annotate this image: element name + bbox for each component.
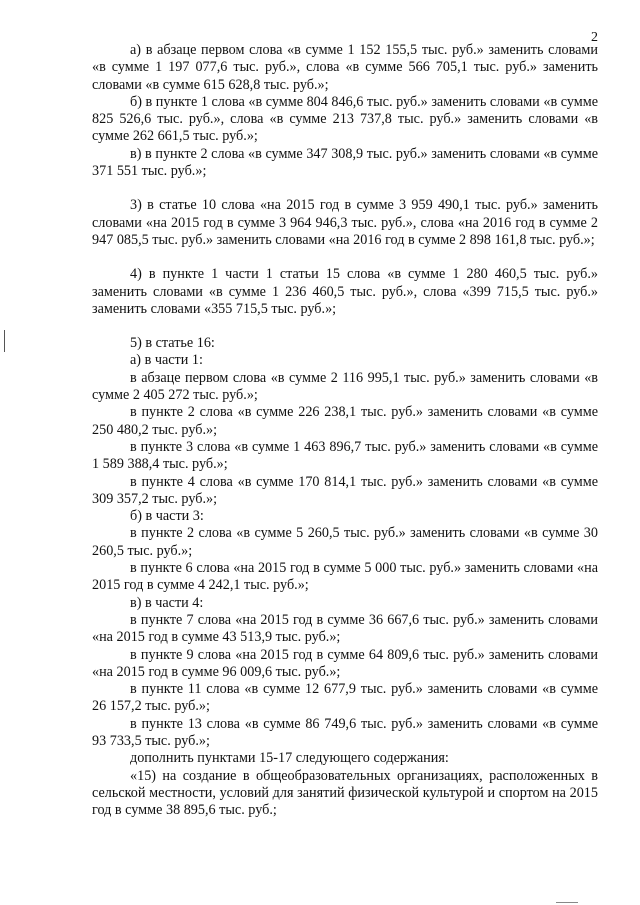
paragraph-2c: в) в пункте 2 слова «в сумме 347 308,9 тыс. руб.» заменить словами «в сумме 371 551 тыс. руб.»; <box>92 145 598 180</box>
paragraph-2a: а) в абзаце первом слова «в сумме 1 152 155,5 тыс. руб.» заменить словами «в сумме 1 197 077,6 тыс. руб.», слова «в сумме 566 705,1 тыс. руб.» заменить словами «в сумме 615 628,8 тыс. руб.»; <box>92 42 598 93</box>
paragraph-5b-p6: в пункте 6 слова «на 2015 год в сумме 5 000 тыс. руб.» заменить словами «на 2015 год в сумме 4 242,1 тыс. руб.»; <box>92 560 598 594</box>
paragraph-5a: а) в части 1: <box>130 352 203 369</box>
bottom-mark <box>556 902 578 903</box>
paragraph-item-15: «15) на создание в общеобразовательных организациях, расположенных в сельской местности, условий для занятий физической культурой и спортом на 2015 год в сумме 38 895,6 тыс. руб.; <box>92 767 598 819</box>
paragraph-5c-p13: в пункте 13 слова «в сумме 86 749,6 тыс. руб.» заменить словами «в сумме 93 733,5 тыс. руб.»; <box>92 715 598 749</box>
margin-mark <box>4 330 5 352</box>
paragraph-5b: б) в части 3: <box>130 508 204 525</box>
paragraph-5c-p9: в пункте 9 слова «на 2015 год в сумме 64 809,6 тыс. руб.» заменить словами «на 2015 год в сумме 96 009,6 тыс. руб.»; <box>92 646 598 680</box>
paragraph-5c: в) в части 4: <box>130 594 204 611</box>
paragraph-3: 3) в статье 10 слова «на 2015 год в сумме 3 959 490,1 тыс. руб.» заменить словами «на 2015 год в сумме 3 964 946,3 тыс. руб.», слова «на 2016 год в сумме 2 947 085,5 тыс. руб.» заменить словами «на 2016 год в сумме 2 898 161,8 тыс. руб.»; <box>92 197 598 248</box>
paragraph-4: 4) в пункте 1 части 1 статьи 15 слова «в сумме 1 280 460,5 тыс. руб.» заменить словами «в сумме 1 236 460,5 тыс. руб.», слова «399 715,5 тыс. руб.» заменить словами «355 715,5 тыс. руб.»; <box>92 266 598 317</box>
page-number: 2 <box>591 30 598 45</box>
document-body <box>92 42 598 819</box>
paragraph-5a-p2: в пункте 2 слова «в сумме 226 238,1 тыс. руб.» заменить словами «в сумме 250 480,2 тыс. руб.»; <box>92 404 598 438</box>
paragraph-5a-p4: в пункте 4 слова «в сумме 170 814,1 тыс. руб.» заменить словами «в сумме 309 357,2 тыс. руб.»; <box>92 473 598 507</box>
paragraph-supplement-intro: дополнить пунктами 15-17 следующего содержания: <box>130 750 449 767</box>
paragraph-5: 5) в статье 16: <box>130 335 215 352</box>
spacer <box>92 318 598 335</box>
spacer <box>92 249 598 266</box>
paragraph-5c-p11: в пункте 11 слова «в сумме 12 677,9 тыс. руб.» заменить словами «в сумме 26 157,2 тыс. руб.»; <box>92 681 598 715</box>
paragraph-5a-intro: в абзаце первом слова «в сумме 2 116 995,1 тыс. руб.» заменить словами «в сумме 2 405 272 тыс. руб.»; <box>92 369 598 404</box>
paragraph-2b: б) в пункте 1 слова «в сумме 804 846,6 тыс. руб.» заменить словами «в сумме 825 526,6 тыс. руб.», слова «в сумме 213 737,8 тыс. руб.» заменить словами «в сумме 262 661,5 тыс. руб.»; <box>92 93 598 145</box>
spacer <box>92 180 598 197</box>
paragraph-5c-p7: в пункте 7 слова «на 2015 год в сумме 36 667,6 тыс. руб.» заменить словами «на 2015 год в сумме 43 513,9 тыс. руб.»; <box>92 611 598 646</box>
paragraph-5a-p3: в пункте 3 слова «в сумме 1 463 896,7 тыс. руб.» заменить словами «в сумме 1 589 388,4 тыс. руб.»; <box>92 438 598 473</box>
paragraph-5b-p2: в пункте 2 слова «в сумме 5 260,5 тыс. руб.» заменить словами «в сумме 30 260,5 тыс. руб.»; <box>92 525 598 559</box>
